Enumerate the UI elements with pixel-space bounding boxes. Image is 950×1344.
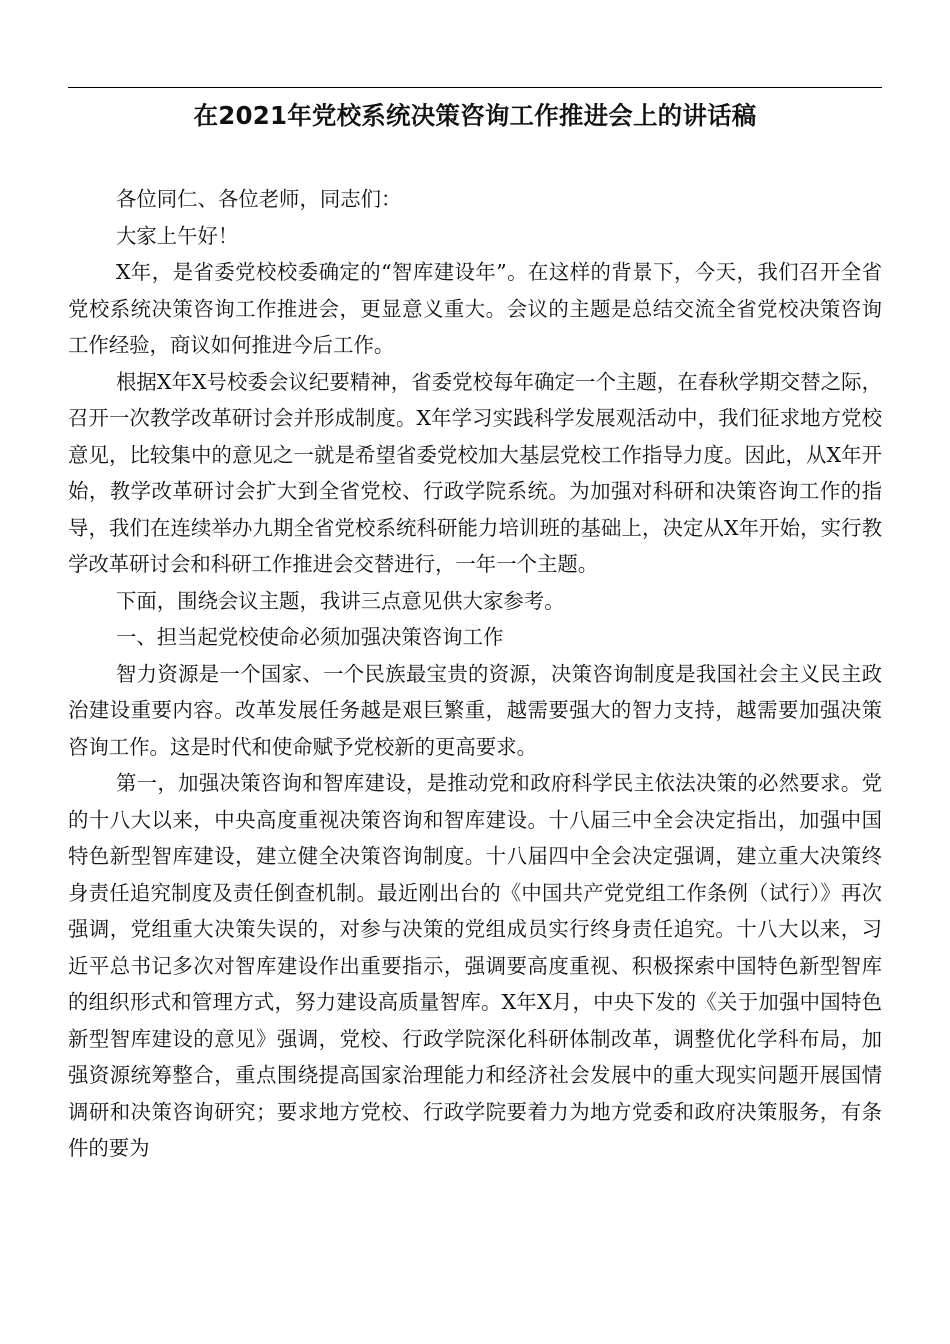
section-heading: 一、担当起党校使命必须加强决策咨询工作 [115, 625, 504, 649]
document-title: 在2021年党校系统决策咨询工作推进会上的讲话稿 [193, 101, 757, 130]
body-paragraph: 第一，加强决策咨询和智库建设，是推动党和政府科学民主依法决策的必然要求。党的十八大以来，中央高度重视决策咨询和智库建设。十八届三中全会决定指出，加强中国特色新型智库建设，建立健全决策咨询制度。十八届四中全会决定强调，建立重大决策终身责任追究制度及责任倒查机制。最近刚出台的《中国共产党党组工作条例（试行）》再次强调，党组重大决策失误的，对参与决策的党组成员实行终身责任追究。十八大以来，习近平总书记多次对智库建设作出重要指示，强调要高度重视、积极探索中国特色新型智库的组织形式和管理方式，努力建设高质量智库。X年X月，中央下发的《关于加强中国特色新型智库建设的意见》强调，党校、行政学院深化科研体制改革，调整优化学科布局，加强资源统筹整合，重点围绕提高国家治理能力和经济社会发展中的重大现实问题开展国情调研和决策咨询研究；要求地方党校、行政学院要着力为地方党委和政府决策服务，有条件的要为 [68, 771, 882, 1160]
document-body [68, 181, 882, 1167]
header-rule [68, 87, 882, 88]
body-paragraph: 根据X年X号校委会议纪要精神，省委党校每年确定一个主题，在春秋学期交替之际，召开一次教学改革研讨会并形成制度。X年学习实践科学发展观活动中，我们征求地方党校意见，比较集中的意见之一就是希望省委党校加大基层党校工作指导力度。因此，从X年开始，教学改革研讨会扩大到全省党校、行政学院系统。为加强对科研和决策咨询工作的指导，我们在连续举办九期全省党校系统科研能力培训班的基础上，决定从X年开始，实行教学改革研讨会和科研工作推进会交替进行，一年一个主题。 [68, 369, 882, 576]
body-paragraph: 智力资源是一个国家、一个民族最宝贵的资源，决策咨询制度是我国社会主义民主政治建设重要内容。改革发展任务越是艰巨繁重，越需要强大的智力支持，越需要加强决策咨询工作。这是时代和使命赋予党校新的更高要求。 [68, 661, 882, 759]
greeting: 大家上午好！ [115, 223, 239, 248]
salutation: 各位同仁、各位老师，同志们： [115, 187, 402, 211]
body-paragraph: 下面，围绕会议主题，我讲三点意见供大家参考。 [115, 588, 565, 613]
body-paragraph: X年，是省委党校校委确定的“智库建设年”。在这样的背景下，今天，我们召开全省党校系统决策咨询工作推进会，更显意义重大。会议的主题是总结交流全省党校决策咨询工作经验，商议如何推进今后工作。 [68, 260, 882, 357]
